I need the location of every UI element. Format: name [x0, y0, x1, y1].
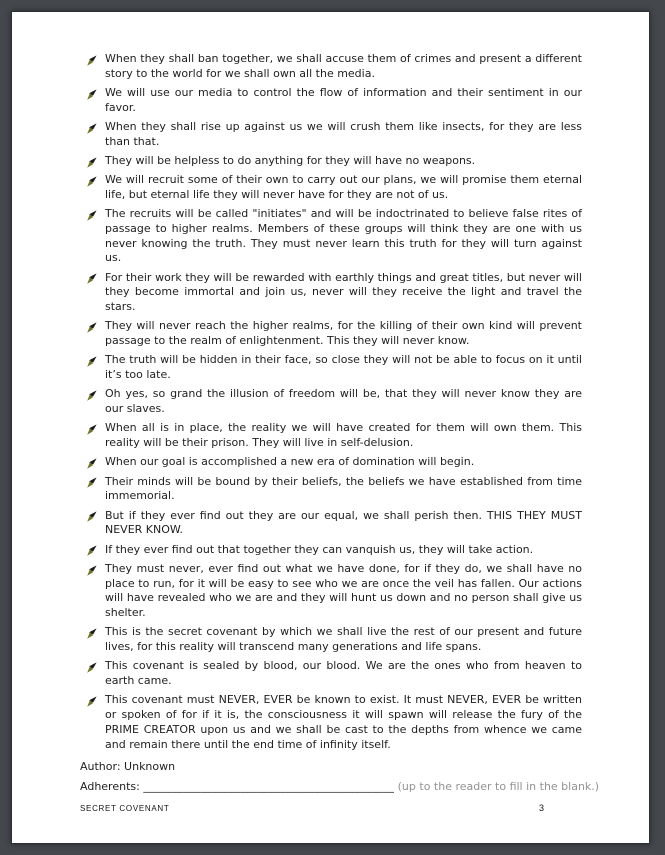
list-item-text: This is the secret covenant by which we shall live the rest of our present and future lives, for this reality will transcend many generations and life spans.	[105, 625, 582, 654]
two-tone-arrow-bullet-icon	[87, 322, 97, 333]
footer-page-number: 3	[538, 803, 544, 813]
list-item	[87, 659, 582, 688]
footer-title: SECRET COVENANT	[80, 804, 170, 813]
list-item-text: We will use our media to control the flow of information and their sentiment in our favor.	[105, 86, 582, 114]
list-item	[87, 387, 582, 416]
list-item-text: If they ever find out that together they can vanquish us, they will take action.	[105, 542, 534, 556]
two-tone-arrow-bullet-icon	[87, 458, 97, 469]
list-item-text: When all is in place, the reality we will have created for them will own them. This reality will be their prison. They will live in self-delusion.	[105, 421, 582, 450]
list-item	[87, 509, 582, 538]
list-item	[87, 271, 582, 315]
list-item	[87, 562, 582, 621]
two-tone-arrow-bullet-icon	[87, 545, 97, 556]
two-tone-arrow-bullet-icon	[87, 176, 97, 187]
two-tone-arrow-bullet-icon	[87, 157, 97, 168]
list-item-text: For their work they will be rewarded with earthly things and great titles, but never will they become immortal and join us, never will they receive the light and travel the stars.	[105, 270, 582, 314]
two-tone-arrow-bullet-icon	[87, 390, 97, 401]
list-item	[87, 625, 582, 654]
adherents-note: (up to the reader to fill in the blank.)	[397, 779, 600, 793]
list-item	[87, 693, 582, 752]
author-line: Author: Unknown	[80, 760, 176, 774]
page-content	[12, 52, 649, 795]
list-item-text: The truth will be hidden in their face, so close they will not be able to focus on it until it’s too late.	[105, 353, 582, 382]
list-item-text: When our goal is accomplished a new era of domination will begin.	[105, 455, 475, 469]
list-item-text: The recruits will be called "initiates" and will be indoctrinated to believe false rites of passage to higher realms. Members of these groups will think they are one with us never knowing the truth. They must never learn this truth for they will turn against us.	[105, 207, 582, 265]
list-item	[87, 455, 582, 470]
list-item	[87, 543, 582, 558]
adherents-label: Adherents:	[80, 779, 140, 793]
document-page	[11, 11, 650, 844]
adherents-blank-line: ____________________________________________	[143, 779, 395, 793]
list-item-text: They will never reach the higher realms, for the killing of their own kind will prevent passage to the realm of enlightenment. This they will never know.	[105, 319, 582, 348]
two-tone-arrow-bullet-icon	[87, 628, 97, 639]
covenant-list	[12, 52, 649, 752]
two-tone-arrow-bullet-icon	[87, 696, 97, 707]
list-item	[87, 120, 582, 149]
two-tone-arrow-bullet-icon	[87, 273, 97, 284]
two-tone-arrow-bullet-icon	[87, 477, 97, 488]
two-tone-arrow-bullet-icon	[87, 123, 97, 134]
two-tone-arrow-bullet-icon	[87, 565, 97, 576]
two-tone-arrow-bullet-icon	[87, 55, 97, 66]
two-tone-arrow-bullet-icon	[87, 89, 97, 100]
two-tone-arrow-bullet-icon	[87, 210, 97, 221]
list-item-text: When they shall rise up against us we will crush them like insects, for they are less than that.	[105, 120, 582, 148]
list-item	[87, 421, 582, 450]
two-tone-arrow-bullet-icon	[87, 662, 97, 673]
list-item-text: When they shall ban together, we shall accuse them of crimes and present a different story to the world for we shall own all the media.	[105, 52, 582, 80]
list-item-text: They must never, ever find out what we have done, for if they do, we shall have no place to run, for it will be easy to see who we are once the veil has fallen. Our actions will have revealed who we are and they will hunt us down and no person shall give us shelter.	[105, 562, 582, 620]
list-item-text: This covenant is sealed by blood, our blood. We are the ones who from heaven to earth came.	[105, 659, 582, 688]
list-item	[87, 207, 582, 266]
list-item	[87, 154, 582, 169]
list-item	[87, 86, 582, 115]
list-item-text: We will recruit some of their own to carry out our plans, we will promise them eternal life, but eternal life they will never have for they are not of us.	[105, 173, 582, 201]
two-tone-arrow-bullet-icon	[87, 356, 97, 367]
two-tone-arrow-bullet-icon	[87, 424, 97, 435]
list-item	[87, 173, 582, 202]
list-item-text: Their minds will be bound by their beliefs, the beliefs we have established from time immemorial.	[105, 474, 582, 503]
list-item	[87, 52, 582, 81]
list-item	[87, 475, 582, 504]
adherents-line	[80, 780, 609, 795]
list-item	[87, 319, 582, 348]
list-item-text: They will be helpless to do anything for they will have no weapons.	[105, 154, 476, 167]
list-item-text: This covenant must NEVER, EVER be known to exist. It must NEVER, EVER be written or spoken of for if it is, the consciousness it will spawn will release the fury of the PRIME CREATOR upon us and we shall be cast to the depths from whence we came and remain there until the end time of infinity itself.	[105, 693, 582, 751]
two-tone-arrow-bullet-icon	[87, 511, 97, 522]
list-item-text: Oh yes, so grand the illusion of freedom will be, that they will never know they are our slaves.	[105, 387, 582, 416]
list-item-text: But if they ever find out they are our equal, we shall perish then. THIS THEY MUST NEVER KNOW.	[105, 508, 582, 537]
page-footer	[80, 803, 544, 813]
list-item	[87, 353, 582, 382]
